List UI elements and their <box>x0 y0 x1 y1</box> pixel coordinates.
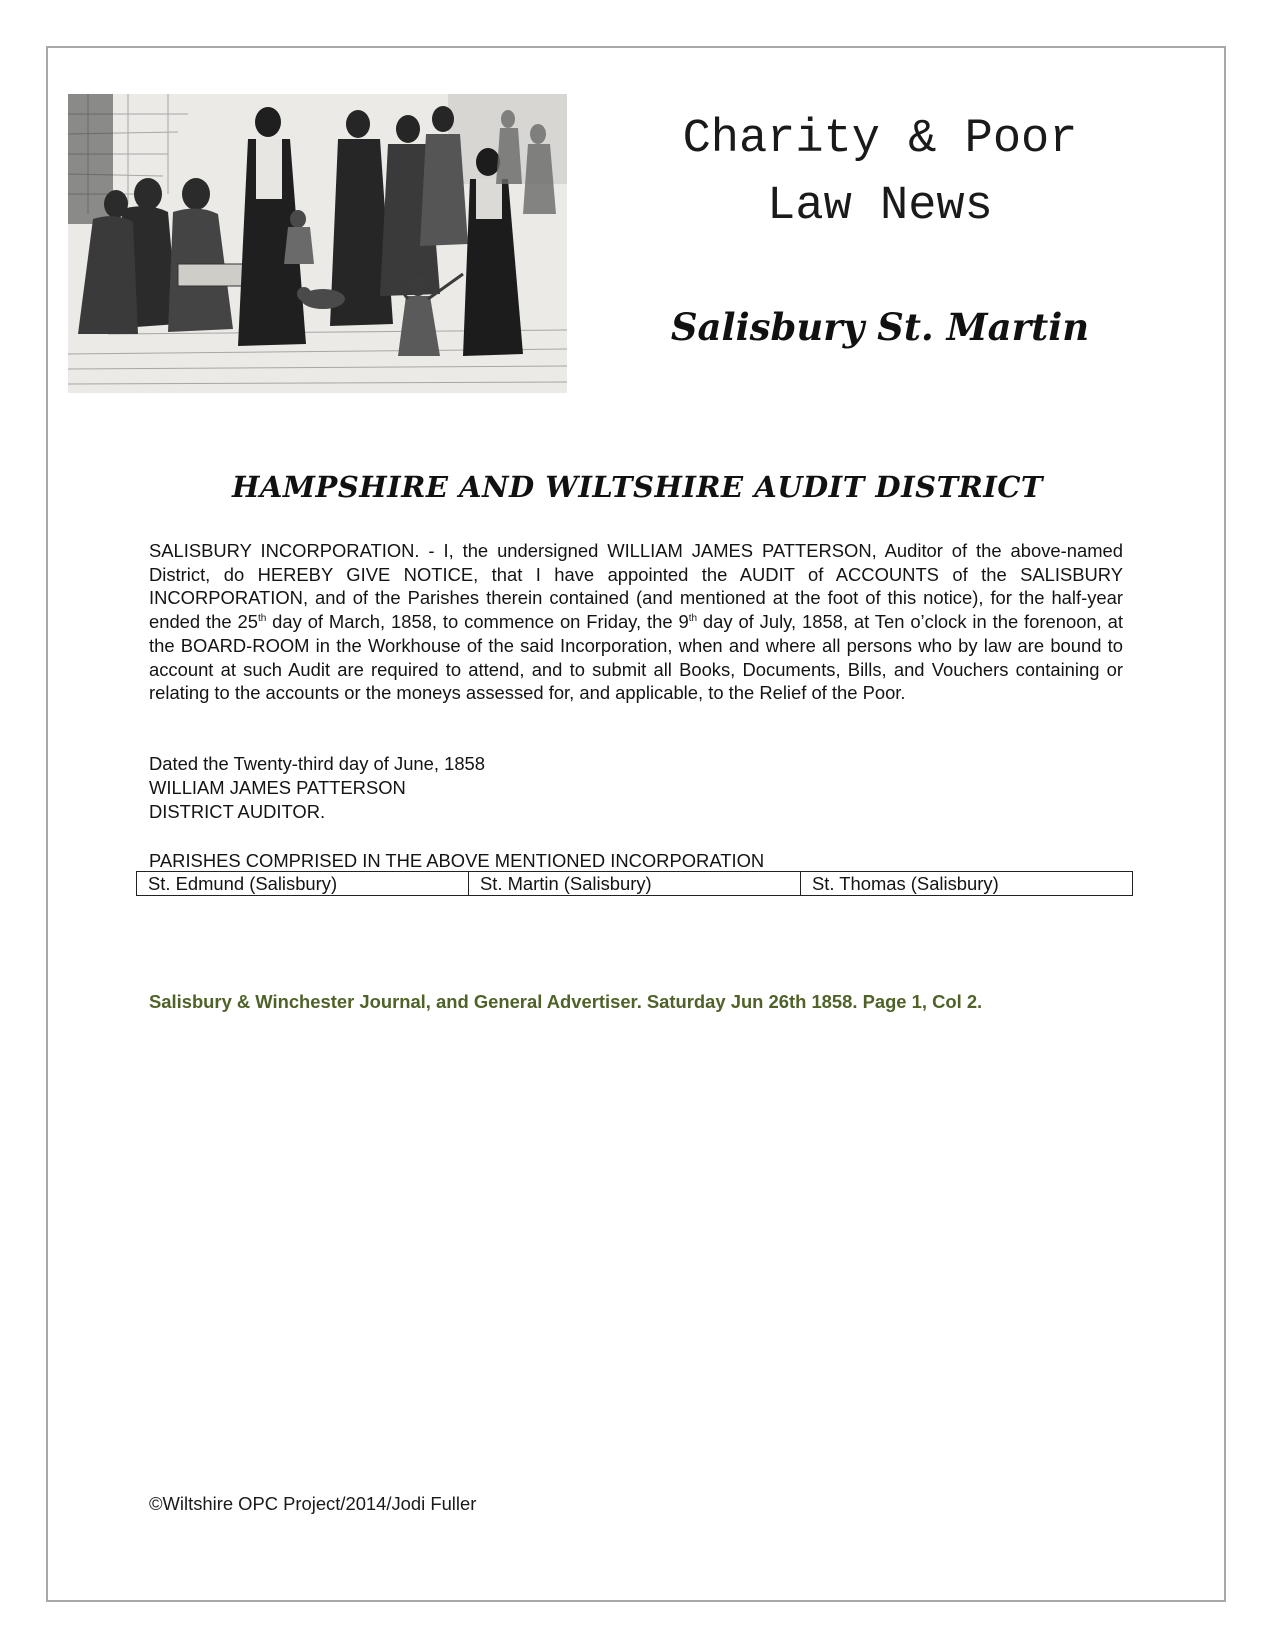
ordinal-suffix: th <box>688 612 698 624</box>
dated-block <box>149 752 849 824</box>
signatory-name: WILLIAM JAMES PATTERSON <box>149 777 406 798</box>
notice-body-part2: day of March, 1858, to commence on Friday, the 9 <box>266 611 689 633</box>
engraving-svg <box>68 94 567 393</box>
notice-body-part3: day of July, 1858, at Ten o’clock in the forenoon, at the BOARD-ROOM in the Workhouse of the said Incorporation, when and where all persons who by law are bound to account at such Audit are required to attend, and to submit all Books, Documents, Bills, and Vouchers containing or relating to the accounts or the moneys assessed for, and applicable, to the Relief of the Poor. <box>149 611 1123 704</box>
newsletter-title-line1: Charity & Poor <box>682 113 1078 166</box>
signatory-title: DISTRICT AUDITOR. <box>149 801 326 822</box>
newsletter-title <box>600 106 1160 240</box>
workhouse-engraving-illustration <box>68 94 567 393</box>
notice-body <box>149 539 1123 705</box>
ordinal-suffix: th <box>257 612 267 624</box>
notice-body-part1: SALISBURY INCORPORATION. - I, the undersigned WILLIAM JAMES PATTERSON, Auditor of the above-named District, do HEREBY GIVE NOTICE, that I have appointed the AUDIT of ACCOUNTS of the SALISBURY INCORPORATION, and of the Parishes therein contained (and mentioned at the foot of this notice), for the half-year ended the 25 <box>149 540 1123 633</box>
dated-line: Dated the Twenty-third day of June, 1858 <box>149 753 486 774</box>
parish-cell: St. Thomas (Salisbury) <box>801 872 1133 896</box>
parish-title: Salisbury St. Martin <box>670 305 1090 349</box>
source-citation: Salisbury & Winchester Journal, and General Advertiser. Saturday Jun 26th 1858. Page 1, Col 2. <box>149 991 983 1012</box>
newsletter-title-line2: Law News <box>767 180 993 233</box>
table-row <box>137 872 1133 896</box>
parish-cell: St. Martin (Salisbury) <box>469 872 801 896</box>
parishes-heading: PARISHES COMPRISED IN THE ABOVE MENTIONED INCORPORATION <box>149 850 765 871</box>
notice-heading: HAMPSHIRE AND WILTSHIRE AUDIT DISTRICT <box>232 470 1043 504</box>
copyright-footer: ©Wiltshire OPC Project/2014/Jodi Fuller <box>149 1493 477 1514</box>
parish-cell: St. Edmund (Salisbury) <box>137 872 469 896</box>
parishes-table <box>136 871 1133 896</box>
